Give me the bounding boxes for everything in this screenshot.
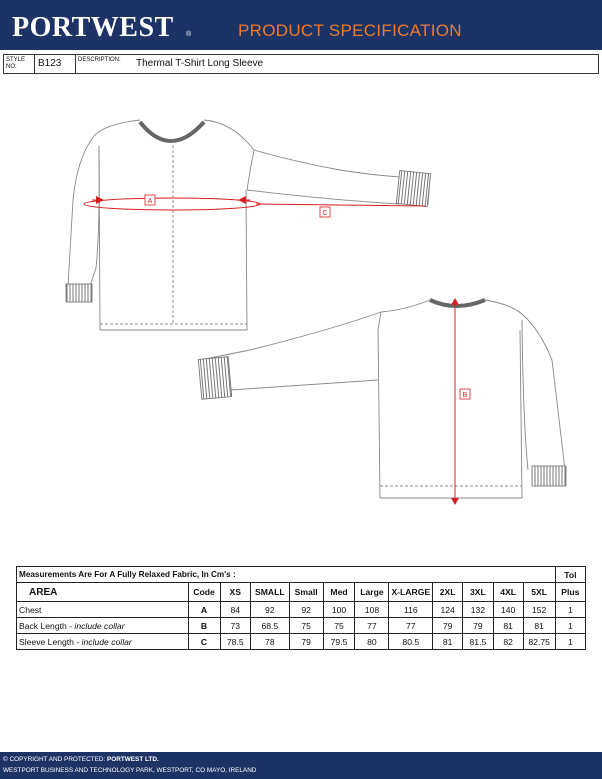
value-cell: 78 xyxy=(250,634,289,650)
footer-copyright-prefix: © COPYRIGHT AND PROTECTED: xyxy=(3,756,108,763)
brand-logo: PORTWEST xyxy=(12,12,174,43)
table-row xyxy=(17,602,586,618)
value-cell: 77 xyxy=(389,618,433,634)
value-cell: 82 xyxy=(493,634,523,650)
area-cell xyxy=(17,618,189,634)
header-cell: Code xyxy=(188,583,220,602)
tol-cell: 1 xyxy=(555,618,585,634)
value-cell: 79 xyxy=(433,618,463,634)
marker-b-label: B xyxy=(462,392,468,399)
header-cell: Large xyxy=(355,583,389,602)
value-cell: 79 xyxy=(463,618,493,634)
value-cell: 77 xyxy=(355,618,389,634)
value-cell: 68.5 xyxy=(250,618,289,634)
code-cell: B xyxy=(188,618,220,634)
marker-a-label: A xyxy=(147,198,153,205)
header-cell: 4XL xyxy=(493,583,523,602)
value-cell: 132 xyxy=(463,602,493,618)
header-cell: Med xyxy=(323,583,355,602)
footer-copyright xyxy=(3,756,159,763)
footer-bar xyxy=(0,752,602,779)
code-cell: C xyxy=(188,634,220,650)
footer-company: PORTWEST LTD. xyxy=(107,756,159,763)
value-cell: 81 xyxy=(493,618,523,634)
chest-measure-line xyxy=(84,198,260,210)
value-cell: 75 xyxy=(323,618,355,634)
area-note: include collar xyxy=(81,636,132,647)
value-cell: 84 xyxy=(220,602,250,618)
area-name: Back Length - xyxy=(19,620,75,631)
code-cell: A xyxy=(188,602,220,618)
marker-c-label: C xyxy=(322,210,328,217)
table-row xyxy=(17,634,586,650)
style-label: STYLE NO: xyxy=(6,57,26,70)
value-cell: 92 xyxy=(289,602,323,618)
value-cell: 82.75 xyxy=(523,634,555,650)
description-value: Thermal T-Shirt Long Sleeve xyxy=(136,58,264,69)
tol-cell: 1 xyxy=(555,634,585,650)
value-cell: 81.5 xyxy=(463,634,493,650)
marker-c xyxy=(320,207,330,217)
description-label: DESCRIPTION: xyxy=(78,57,121,63)
value-cell: 79.5 xyxy=(323,634,355,650)
value-cell: 73 xyxy=(220,618,250,634)
marker-a xyxy=(145,195,155,205)
area-name: Chest xyxy=(19,604,42,615)
value-cell: 116 xyxy=(389,602,433,618)
measurement-table xyxy=(16,566,586,650)
front-view xyxy=(66,120,431,330)
area-cell xyxy=(17,634,189,650)
value-cell: 140 xyxy=(493,602,523,618)
value-cell: 78.5 xyxy=(220,634,250,650)
header-cell: 5XL xyxy=(523,583,555,602)
value-cell: 100 xyxy=(323,602,355,618)
table-title: Measurements Are For A Fully Relaxed Fabric, In Cm's : xyxy=(17,567,556,583)
header-area: AREA xyxy=(17,583,189,602)
footer-address: WESTPORT BUSINESS AND TECHNOLOGY PARK, WESTPORT, CO MAYO, IRELAND xyxy=(3,767,257,774)
table-title-row xyxy=(17,567,586,583)
header-cell: XS xyxy=(220,583,250,602)
measure-arrows xyxy=(96,196,459,505)
value-cell: 81 xyxy=(523,618,555,634)
header-cell: X-LARGE xyxy=(389,583,433,602)
value-cell: 81 xyxy=(433,634,463,650)
value-cell: 80 xyxy=(355,634,389,650)
header-cell: Small xyxy=(289,583,323,602)
value-cell: 80.5 xyxy=(389,634,433,650)
back-view xyxy=(198,300,566,498)
table-header-row xyxy=(17,583,586,602)
style-value: B123 xyxy=(38,58,62,69)
header-cell: Plus xyxy=(555,583,585,602)
measurement-lines xyxy=(84,198,455,498)
header-cell: 2XL xyxy=(433,583,463,602)
page-title: PRODUCT SPECIFICATION xyxy=(238,21,462,40)
area-note: include collar xyxy=(74,620,125,631)
registered-mark: ® xyxy=(186,31,192,38)
value-cell: 124 xyxy=(433,602,463,618)
value-cell: 152 xyxy=(523,602,555,618)
area-cell xyxy=(17,602,189,618)
tol-label: Tol xyxy=(555,567,585,583)
area-name: Sleeve Length - xyxy=(19,636,82,647)
table-row xyxy=(17,618,586,634)
value-cell: 108 xyxy=(355,602,389,618)
tol-cell: 1 xyxy=(555,602,585,618)
value-cell: 79 xyxy=(289,634,323,650)
value-cell: 75 xyxy=(289,618,323,634)
marker-b xyxy=(460,389,470,399)
header-cell: SMALL xyxy=(250,583,289,602)
value-cell: 92 xyxy=(250,602,289,618)
header-cell: 3XL xyxy=(463,583,493,602)
